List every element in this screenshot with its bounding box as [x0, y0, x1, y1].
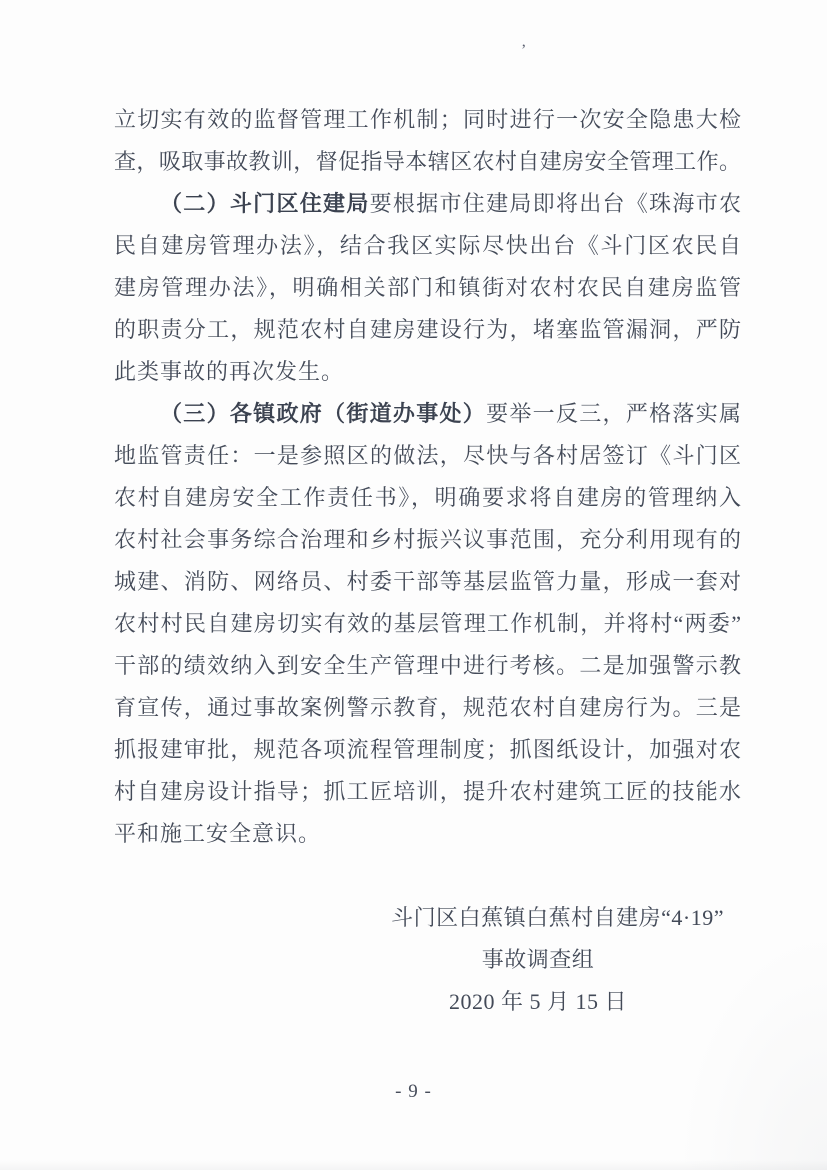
signature-block	[352, 897, 724, 1023]
body-text: 干部的绩效纳入到安全生产管理中进行考核。二是加强警示教	[114, 653, 741, 678]
body-text: 要举一反三，严格落实属	[486, 401, 741, 426]
body-text: 农村村民自建房切实有效的基层管理工作机制，并将村“两委”	[114, 611, 741, 636]
body-text: 的职责分工，规范农村自建房建设行为，堵塞监管漏洞，严防	[114, 317, 741, 342]
body-text: 要根据市住建局即将出台《珠海市农	[369, 191, 741, 216]
emphasis-text: （三）各镇政府（街道办事处）	[160, 401, 487, 426]
text-line	[114, 267, 741, 309]
body-text: 查，吸取事故教训，督促指导本辖区农村自建房安全管理工作。	[114, 149, 741, 174]
emphasis-text: （二）斗门区住建局	[160, 191, 370, 216]
body-text: 抓报建审批，规范各项流程管理制度；抓图纸设计，加强对农	[114, 737, 741, 762]
signature-line: 事故调查组	[481, 947, 595, 972]
page-number: - 9 -	[395, 1081, 432, 1102]
text-line	[114, 687, 741, 729]
scan-speck-artifact: ’	[521, 42, 527, 59]
scan-edge	[0, 1160, 827, 1170]
body-text: 此类事故的再次发生。	[114, 359, 345, 384]
text-line	[114, 771, 741, 813]
signature-line: 斗门区白蕉镇白蕉村自建房“4·19”	[391, 905, 724, 930]
text-line	[114, 99, 741, 141]
scan-tint	[677, 930, 827, 1170]
text-line	[114, 645, 741, 687]
document-body	[114, 99, 741, 855]
text-line	[114, 603, 741, 645]
body-text: 平和施工安全意识。	[114, 821, 322, 846]
text-line	[114, 519, 741, 561]
body-text: 城建、消防、网络员、村委干部等基层监管力量，形成一套对	[114, 569, 741, 594]
text-line	[114, 225, 741, 267]
body-text: 农村社会事务综合治理和乡村振兴议事范围，充分利用现有的	[114, 527, 741, 552]
paragraph	[114, 183, 741, 393]
body-text: 地监管责任：一是参照区的做法，尽快与各村居签订《斗门区	[114, 443, 741, 468]
body-text: 育宣传，通过事故案例警示教育，规范农村自建房行为。三是	[114, 695, 741, 720]
text-line	[114, 477, 741, 519]
body-text: 立切实有效的监督管理工作机制；同时进行一次安全隐患大检	[114, 107, 741, 132]
paragraph	[114, 393, 741, 855]
signature-line: 2020 年 5 月 15 日	[448, 989, 627, 1014]
text-line	[114, 309, 741, 351]
text-line	[114, 351, 741, 393]
text-line	[114, 729, 741, 771]
text-line	[114, 435, 741, 477]
body-text: 村自建房设计指导；抓工匠培训，提升农村建筑工匠的技能水	[114, 779, 741, 804]
body-text: 建房管理办法》，明确相关部门和镇街对农村农民自建房监管	[114, 275, 741, 300]
text-line	[114, 393, 741, 435]
text-line	[114, 183, 741, 225]
body-text: 民自建房管理办法》，结合我区实际尽快出台《斗门区农民自	[114, 233, 741, 258]
body-text: 农村自建房安全工作责任书》，明确要求将自建房的管理纳入	[114, 485, 741, 510]
text-line	[114, 813, 741, 855]
paragraph	[114, 99, 741, 183]
text-line	[114, 141, 741, 183]
text-line	[114, 561, 741, 603]
